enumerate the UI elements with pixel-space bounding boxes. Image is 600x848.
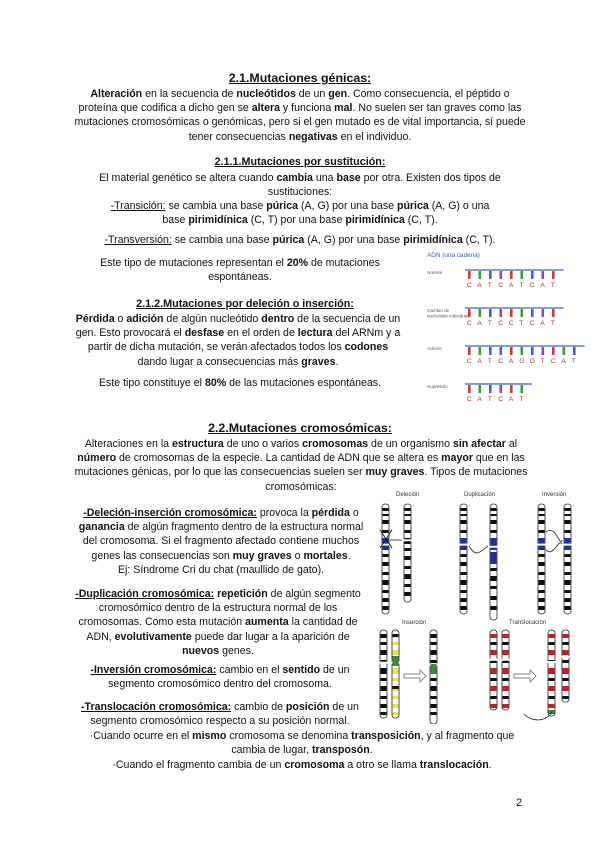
dna-base-letter: A — [508, 358, 514, 365]
dna-base-bar — [573, 347, 576, 355]
dna-base-letter: T — [550, 320, 555, 327]
dna-base-letter: A — [477, 358, 482, 365]
dna-base-bar — [468, 309, 471, 317]
dna-base-bar — [521, 385, 524, 393]
paragraph-deletion-insertion: Pérdida o adición de algún nucleótido dentro de la secuencia de un gen. Esto provocará el desfase en el orden de lectura del ARNm y a partir de dicha mutación, se verán afectados todos los codones dando lugar a consecuencias más graves. — [75, 313, 401, 368]
dna-base-letter: A — [477, 396, 482, 403]
dna-base-letter: T — [571, 358, 576, 365]
dna-base-bar — [542, 309, 545, 317]
paragraph-percent-80: Este tipo constituye el 80% de las mutaciones espontáneas. — [98, 377, 382, 389]
chromosome-delecion-mutant — [404, 504, 412, 602]
dna-row-label: nucleótido individual — [427, 313, 469, 319]
label-inversion: Inversión — [542, 492, 567, 498]
dna-base-bar — [521, 309, 524, 317]
dna-row-label: Adición — [427, 346, 443, 351]
chromosome-translocacion-c — [548, 630, 556, 716]
dna-base-bar — [468, 385, 471, 393]
section-title-2-2: 2.2.Mutaciones cromosómicas: — [208, 421, 392, 435]
paragraph-substitution: El material genético se altera cuando cambia una base por otra. Existen dos tipos de sustituciones: — [99, 172, 501, 199]
dna-base-letter: G — [519, 358, 525, 365]
chromosome-mutation-figure — [372, 488, 582, 724]
paragraph-translocacion-def: ·Cuando el fragmento cambia de un cromosoma a otro se llama translocación. — [112, 759, 492, 771]
dna-base-bar — [510, 385, 513, 393]
label-insercion: Inserción — [402, 620, 427, 626]
dna-base-letter: C — [466, 358, 472, 365]
dna-base-letter: C — [498, 396, 504, 403]
dna-base-bar — [479, 271, 482, 279]
label-delecion: Deleción — [396, 492, 420, 498]
chromosome-delecion-normal — [382, 504, 390, 614]
dna-base-letter: T — [519, 320, 524, 327]
chromosome-insercion-b — [392, 630, 400, 718]
paragraph-transversion: -Transversión: se cambia una base púrica (A, G) por una base pirimidínica (C, T). — [104, 234, 496, 246]
chromosome-insercion-a — [380, 630, 388, 718]
dna-base-letter: A — [508, 282, 514, 289]
dna-base-bar — [552, 347, 555, 355]
dna-base-letter: T — [487, 320, 492, 327]
dna-base-letter: A — [477, 282, 482, 289]
dna-figure-title: ADN (una cadena) — [427, 252, 480, 259]
dna-base-letter: A — [508, 396, 514, 403]
insercion-segment-target — [431, 664, 437, 674]
dna-base-letter: A — [540, 282, 545, 289]
paragraph-inversion: -Inversión cromosómica: cambio en el sentido de un segmento cromosómico dentro del cromosoma. — [90, 664, 350, 691]
dna-base-letter: T — [487, 282, 492, 289]
dna-base-letter: C — [508, 320, 514, 327]
dna-row-label: Supresión — [427, 384, 448, 389]
dna-base-bar — [489, 309, 492, 317]
page-number: 2 — [516, 797, 523, 809]
chromosome-inversion-normal — [538, 504, 546, 614]
dna-base-bar — [542, 271, 545, 279]
inversion-arrow — [546, 530, 562, 552]
duplicacion-arrow — [469, 546, 488, 553]
paragraph-duplicacion: -Duplicación cromosómica: repetición de algún segmento cromosómico dentro de la estructura normal de los cromosomas. Como esta mutación aumenta la cantidad de ADN, evolutivamente puede dar lugar a la aparición de nuevos genes. — [75, 588, 361, 657]
chromosome-translocacion-a — [490, 630, 498, 710]
dna-base-bar — [500, 271, 503, 279]
section-title-2-1-2: 2.1.2.Mutaciones por deleción o inserción: — [136, 298, 354, 310]
dna-base-bar — [468, 347, 471, 355]
dna-base-letter: C — [529, 320, 535, 327]
chromosome-translocacion-d — [562, 630, 570, 702]
dna-base-bar — [521, 271, 524, 279]
chromosome-insercion-c — [430, 630, 438, 724]
insercion-arrow — [404, 670, 426, 682]
dna-base-bar — [489, 271, 492, 279]
delecion-example: Ej: Síndrome Cri du chat (maullido de gato). — [117, 564, 325, 576]
chromosome-inversion-mutant — [564, 504, 572, 614]
dna-base-letter: C — [550, 358, 556, 365]
dna-base-bar — [510, 309, 513, 317]
dna-base-bar — [489, 347, 492, 355]
section-title-2-1-1: 2.1.1.Mutaciones por sustitución: — [214, 156, 386, 168]
paragraph-delecion: -Deleción-inserción cromosómica: provoca la pérdida o ganancia de algún fragmento dentro de la estructura normal del cromosoma. Si el fragmento afectado contiene muchos genes las consecuencias son muy graves o mortales. — [78, 507, 364, 562]
dna-row-label: Cambio de — [427, 308, 450, 313]
insercion-segment — [393, 656, 399, 666]
dna-base-bar — [531, 347, 534, 355]
dna-base-letter: C — [466, 320, 472, 327]
paragraph-percent-20: Este tipo de mutaciones representan el 20% de mutaciones espontáneas. — [100, 257, 380, 284]
paragraph-gene-mutations: Alteración en la secuencia de nucleótidos de un gen. Como consecuencia, el péptido o proteína que codifica a dicho gen se altera y funciona mal. No suelen ser tan graves como las mutaciones cromosómicas o genómicas, pero si el gen mutado es de vital importancia, sí puede tener consecuencias negativas en el individuo. — [74, 88, 526, 143]
dna-base-letter: A — [477, 320, 482, 327]
paragraph-chromosomal: Alteraciones en la estructura de uno o varios cromosomas de un organismo sin afectar al número de cromosomas de la especie. La cantidad de ADN que se altera es mayor que en las mutaciones génicas, por lo que las consecuencias suelen ser muy graves. Tipos de mutaciones cromosómicas: — [74, 438, 528, 493]
dna-base-letter: C — [466, 396, 472, 403]
dna-base-letter: G — [529, 358, 536, 365]
dna-base-letter: T — [540, 358, 545, 365]
label-translocacion: Translocación — [509, 620, 547, 626]
dna-base-letter: C — [498, 320, 504, 327]
dna-mutation-figure — [425, 248, 585, 418]
paragraph-transposicion: ·Cuando ocurre en el mismo cromosoma se denomina transposición, y al fragmento que cambia de lugar, transposón. — [89, 730, 515, 757]
dna-base-bar — [500, 347, 503, 355]
dna-base-bar — [521, 347, 524, 355]
dna-base-letter: A — [561, 358, 566, 365]
paragraph-translocacion: -Translocación cromosómica: cambio de posición de un segmento cromosómico respecto a su posición normal. — [81, 701, 359, 728]
section-title-2-1: 2.1.Mutaciones génicas: — [228, 71, 372, 85]
dna-base-bar — [479, 309, 482, 317]
translocacion-arrow — [514, 670, 536, 682]
dna-base-bar — [468, 271, 471, 279]
dna-base-letter: A — [540, 320, 545, 327]
dna-base-bar — [479, 347, 482, 355]
dna-base-letter: C — [529, 282, 535, 289]
dna-base-bar — [500, 309, 503, 317]
chromosome-duplicacion-normal — [460, 504, 468, 614]
dna-base-bar — [500, 385, 503, 393]
paragraph-transicion: -Transición: se cambia una base púrica (A, G) por una base púrica (A, G) o una base pirimidínica (C, T) por una base pirimidínica (C, T). — [110, 200, 490, 227]
chromosome-translocacion-b — [502, 630, 510, 710]
dna-base-bar — [552, 309, 555, 317]
dna-base-bar — [542, 347, 545, 355]
dna-base-letter: T — [487, 396, 492, 403]
dna-base-bar — [552, 271, 555, 279]
dna-base-bar — [563, 347, 566, 355]
dna-base-bar — [479, 385, 482, 393]
label-duplicacion: Duplicación — [464, 492, 496, 498]
dna-base-bar — [531, 271, 534, 279]
dna-base-letter: T — [550, 282, 555, 289]
dna-base-bar — [531, 309, 534, 317]
dna-base-letter: C — [498, 358, 504, 365]
chromosome-duplicacion-mutant — [490, 504, 498, 620]
dna-base-letter: T — [519, 396, 524, 403]
dna-base-letter: C — [498, 282, 504, 289]
dna-base-letter: T — [487, 358, 492, 365]
dna-base-letter: T — [519, 282, 524, 289]
dna-base-letter: C — [466, 282, 472, 289]
dna-base-bar — [510, 271, 513, 279]
dna-base-bar — [510, 347, 513, 355]
dna-row-label: Normal — [427, 270, 442, 275]
dna-base-bar — [489, 385, 492, 393]
